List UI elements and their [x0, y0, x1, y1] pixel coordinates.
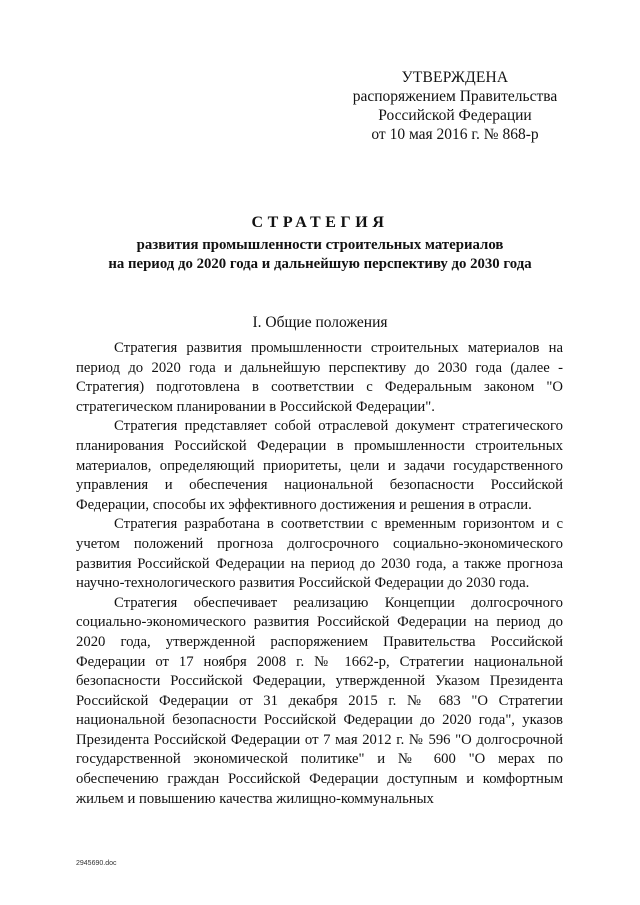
paragraph-3: Стратегия разработана в соответствии с временным горизонтом и с учетом положений прогноза долгосрочного социально-экономического развития Российской Федерации на период до 2030 года, а также прогноза научно-технологического развития Российской Федерации до 2030 года.: [76, 516, 563, 592]
subtitle-line-1: развития промышленности строительных материалов: [136, 237, 504, 253]
subtitle-line-2: на период до 2020 года и дальнейшую перспективу до 2030 года: [108, 256, 532, 272]
paragraph-4: Стратегия обеспечивает реализацию Концепции долгосрочного социально-экономического развития Российской Федерации на период до 2020 года, утвержденной распоряжением Правительства Российской Федерации от 17 ноября 2008 г. № 1662-р, Стратегии национальной безопасности Российской Федерации, утвержденной Указом Президента Российской Федерации от 31 декабря 2015 г. № 683 "О Стратегии национальной безопасности Российской Федерации до 2020 года", указов Президента Российской Федерации от 7 мая 2012 г. № 596 "О долгосрочной государственной экономической политике" и № 600 "О мерах по обеспечению граждан Российской Федерации доступным и комфортным жильем и повышению качества жилищно-коммунальных: [76, 594, 563, 807]
approval-line-1: распоряжением Правительства: [352, 88, 558, 105]
approval-stamp: УТВЕРЖДЕНА: [401, 69, 509, 86]
file-name-footer: 2945690.doc: [76, 860, 117, 867]
document-title: СТРАТЕГИЯ: [251, 214, 389, 231]
section-heading: I. Общие положения: [252, 314, 388, 331]
approval-block: [340, 68, 570, 144]
approval-line-2: Российской Федерации: [378, 107, 532, 124]
approval-line-3: от 10 мая 2016 г. № 868-р: [371, 126, 539, 143]
document-body: [76, 339, 563, 809]
paragraph-1: Стратегия развития промышленности строительных материалов на период до 2020 года и дальнейшую перспективу до 2030 года (далее - Стратегия) подготовлена в соответствии с Федеральным законом "О стратегическом планировании в Российской Федерации".: [76, 340, 563, 415]
document-subtitle: [60, 236, 580, 274]
paragraph-2: Стратегия представляет собой отраслевой документ стратегического планирования Российской Федерации в промышленности строительных материалов, определяющий приоритеты, цели и задачи государственного управления и обеспечения национальной безопасности Российской Федерации, способы их эффективного достижения и решения в отрасли.: [76, 418, 563, 513]
